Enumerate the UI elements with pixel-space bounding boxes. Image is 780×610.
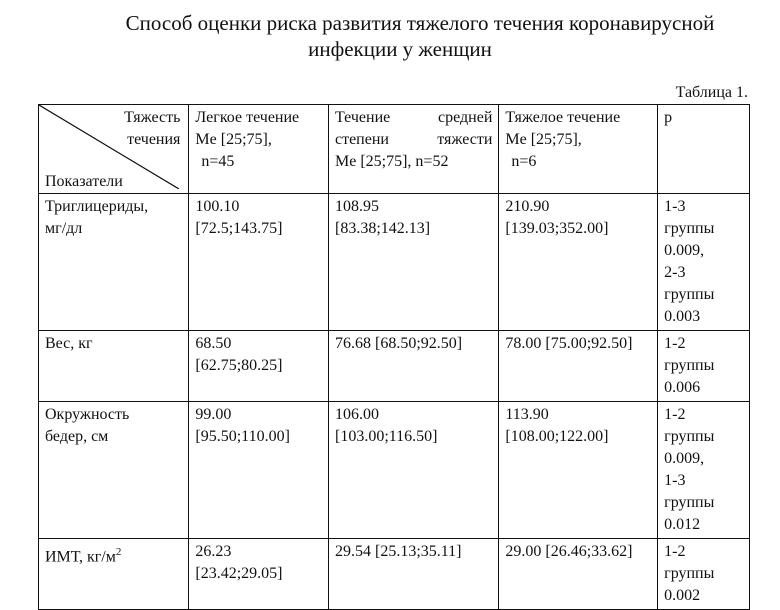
cell-severe bbox=[499, 402, 658, 539]
p-line: группы bbox=[664, 565, 715, 582]
row-label-superscript: 2 bbox=[115, 546, 122, 558]
cell-value: 29.54 [25.13;35.11] bbox=[334, 543, 462, 560]
row-label bbox=[39, 539, 189, 610]
header-severe-line-1: Тяжелое течение bbox=[505, 109, 621, 126]
table-row bbox=[39, 402, 750, 539]
cell-iqr: [95.50;110.00] bbox=[195, 428, 290, 445]
p-line: группы bbox=[664, 286, 715, 303]
table-caption: Таблица 1. bbox=[675, 84, 748, 101]
header-moderate-word-1: Течение bbox=[334, 109, 391, 126]
p-line: 0.009, bbox=[664, 450, 705, 467]
cell-severe bbox=[499, 539, 658, 610]
header-mild-line-2: Me [25;75], bbox=[195, 131, 272, 148]
row-label-line-1: ИМТ, кг/м bbox=[45, 548, 116, 566]
p-line: группы bbox=[664, 494, 715, 511]
cell-moderate bbox=[328, 402, 498, 539]
corner-header-bottom: Показатели bbox=[45, 173, 123, 190]
p-line: 1-3 bbox=[664, 472, 686, 489]
cell-mild bbox=[189, 194, 329, 331]
cell-iqr: [103.00;116.50] bbox=[334, 428, 438, 445]
cell-mild bbox=[189, 402, 329, 539]
title-line-1: Способ оценки риска развития тяжелого течения коронавирусной bbox=[125, 11, 715, 35]
p-line: 1-2 bbox=[664, 543, 686, 560]
cell-p bbox=[658, 402, 750, 539]
title-line-2: инфекции у женщин bbox=[308, 37, 492, 61]
cell-median: 106.00 bbox=[334, 406, 379, 423]
cell-median: 99.00 bbox=[195, 406, 232, 423]
p-line: 0.006 bbox=[664, 379, 701, 396]
row-label-line-1: Окружность bbox=[45, 406, 130, 423]
table-row bbox=[39, 539, 750, 610]
cell-iqr: [72.5;143.75] bbox=[195, 220, 283, 237]
p-line: 1-3 bbox=[664, 198, 686, 215]
p-line: 2-3 bbox=[664, 264, 686, 281]
header-severe-line-2: Me [25;75], bbox=[505, 131, 582, 148]
row-label-line-2: мг/дл bbox=[45, 220, 83, 237]
p-line: 0.009, bbox=[664, 242, 705, 259]
p-line: 1-2 bbox=[664, 406, 686, 423]
cell-iqr: [23.42;29.05] bbox=[195, 565, 283, 582]
p-line: группы bbox=[664, 220, 715, 237]
cell-moderate bbox=[328, 194, 498, 331]
p-line: 1-2 bbox=[664, 335, 686, 352]
cell-median: 113.90 bbox=[505, 406, 549, 423]
corner-top-line-1: Тяжесть bbox=[124, 109, 181, 126]
header-moderate-line-3: Me [25;75], n=52 bbox=[334, 153, 449, 170]
cell-median: 100.10 bbox=[195, 198, 240, 215]
header-moderate-line-2 bbox=[335, 129, 492, 151]
header-p: p bbox=[658, 105, 750, 194]
header-moderate-word-2: средней bbox=[438, 109, 493, 126]
document-title bbox=[0, 10, 780, 62]
p-line: группы bbox=[664, 357, 715, 374]
p-line: 0.002 bbox=[664, 587, 701, 604]
header-mild bbox=[189, 105, 329, 194]
row-label bbox=[39, 402, 189, 539]
cell-median: 108.95 bbox=[334, 198, 379, 215]
header-mild-line-1: Легкое течение bbox=[195, 109, 300, 126]
row-label bbox=[39, 331, 189, 402]
cell-severe bbox=[499, 194, 658, 331]
cell-value: 78.00 [75.00;92.50] bbox=[505, 335, 633, 352]
cell-median: 26.23 bbox=[195, 543, 232, 560]
p-line: 0.012 bbox=[664, 516, 701, 533]
cell-value: 76.68 [68.50;92.50] bbox=[334, 335, 463, 352]
header-moderate-line-1 bbox=[335, 107, 492, 129]
cell-iqr: [83.38;142.13] bbox=[334, 220, 431, 237]
cell-p bbox=[658, 194, 750, 331]
cell-moderate bbox=[328, 539, 498, 610]
cell-iqr: [62.75;80.25] bbox=[195, 357, 283, 374]
row-label-line-1: Вес, кг bbox=[45, 335, 93, 352]
corner-top-line-2: течения bbox=[127, 131, 181, 148]
cell-iqr: [108.00;122.00] bbox=[505, 428, 609, 445]
header-moderate-word-3: степени bbox=[334, 131, 389, 148]
p-line: группы bbox=[664, 428, 715, 445]
cell-p bbox=[658, 539, 750, 610]
cell-iqr: [139.03;352.00] bbox=[505, 220, 609, 237]
row-label-line-2: бедер, см bbox=[45, 428, 109, 445]
corner-header-top bbox=[124, 107, 180, 151]
cell-value: 29.00 [26.46;33.62] bbox=[505, 543, 633, 560]
table-row bbox=[39, 331, 750, 402]
p-line: 0.003 bbox=[664, 308, 701, 325]
header-moderate-word-4: тяжести bbox=[437, 131, 493, 148]
cell-mild bbox=[189, 539, 329, 610]
corner-header-cell bbox=[39, 105, 189, 194]
data-table bbox=[38, 104, 750, 610]
header-moderate bbox=[328, 105, 498, 194]
header-severe-line-3: n=6 bbox=[511, 153, 537, 170]
cell-moderate bbox=[328, 331, 498, 402]
cell-p bbox=[658, 331, 750, 402]
cell-median: 210.90 bbox=[505, 198, 550, 215]
header-mild-line-3: n=45 bbox=[201, 153, 235, 170]
cell-median: 68.50 bbox=[195, 335, 232, 352]
cell-mild bbox=[189, 331, 329, 402]
cell-severe bbox=[499, 331, 658, 402]
table-header-row bbox=[39, 105, 750, 194]
header-severe bbox=[499, 105, 658, 194]
row-label bbox=[39, 194, 189, 331]
table-row bbox=[39, 194, 750, 331]
row-label-line-1: Триглицериды, bbox=[45, 198, 149, 215]
